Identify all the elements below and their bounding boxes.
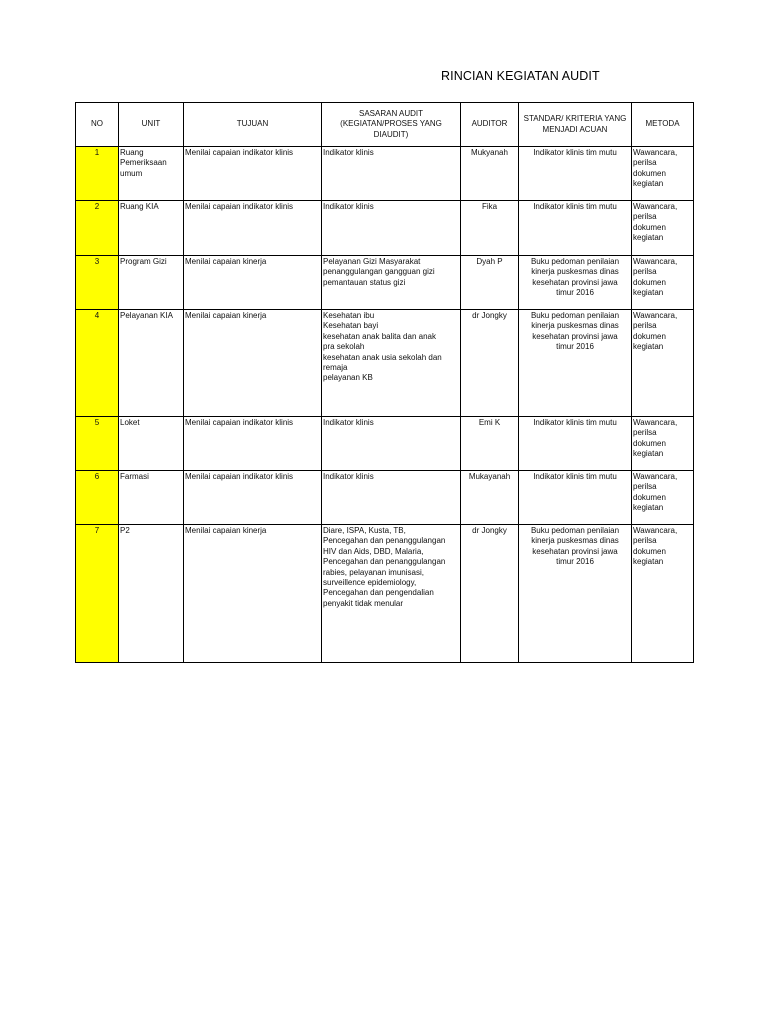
standar-line: kinerja puskesmas dinas xyxy=(531,267,619,277)
metoda-line: kegiatan xyxy=(633,233,664,243)
header-unit: UNIT xyxy=(119,103,184,147)
unit-line: Ruang xyxy=(120,148,144,157)
row-number-cell: 6 xyxy=(76,471,119,525)
header-sasaran xyxy=(322,103,461,147)
metoda-line: kegiatan xyxy=(633,179,664,189)
sasaran-line: kesehatan anak usia sekolah dan xyxy=(323,352,442,362)
table-row xyxy=(76,147,694,201)
metoda-line: perilsa xyxy=(633,536,657,546)
metoda-cell xyxy=(632,201,694,256)
metoda-line: dokumen xyxy=(633,331,666,341)
sasaran-cell xyxy=(322,525,461,663)
header-sasaran-line: DIAUDIT) xyxy=(373,129,409,139)
sasaran-cell xyxy=(322,201,461,256)
standar-line: kesehatan provinsi jawa xyxy=(532,331,618,341)
metoda-cell xyxy=(632,471,694,525)
standar-line: Buku pedoman penilaian xyxy=(530,526,620,535)
metoda-line: kegiatan xyxy=(633,342,664,352)
metoda-line: Wawancara, xyxy=(633,526,678,535)
metoda-line: perilsa xyxy=(633,158,657,168)
standar-line: kinerja puskesmas dinas xyxy=(531,321,619,331)
metoda-line: dokumen xyxy=(633,438,666,448)
sasaran-line: pelayanan KB xyxy=(323,373,373,383)
metoda-line: perilsa xyxy=(633,428,657,438)
metoda-line: Wawancara, xyxy=(633,257,678,266)
unit-line: Program Gizi xyxy=(120,257,167,266)
sasaran-cell xyxy=(322,471,461,525)
auditor-cell: Dyah P xyxy=(461,256,519,310)
metoda-cell xyxy=(632,256,694,310)
header-no: NO xyxy=(76,103,119,147)
sasaran-line: Diare, ISPA, Kusta, TB, xyxy=(323,526,406,535)
metoda-line: perilsa xyxy=(633,482,657,492)
header-sasaran-line: (KEGIATAN/PROSES YANG xyxy=(340,119,442,129)
unit-line: umum xyxy=(120,168,143,178)
unit-line: P2 xyxy=(120,526,130,535)
tujuan-cell: Menilai capaian indikator klinis xyxy=(184,147,322,201)
sasaran-line: penanggulangan gangguan gizi xyxy=(323,267,435,277)
table-row xyxy=(76,417,694,471)
metoda-line: kegiatan xyxy=(633,557,664,567)
tujuan-cell: Menilai capaian indikator klinis xyxy=(184,417,322,471)
standar-cell xyxy=(519,310,632,417)
table-row xyxy=(76,471,694,525)
sasaran-line: Indikator klinis xyxy=(323,472,374,481)
unit-cell xyxy=(119,147,184,201)
standar-cell xyxy=(519,525,632,663)
header-auditor: AUDITOR xyxy=(461,103,519,147)
unit-line: Ruang KIA xyxy=(120,202,159,211)
header-tujuan: TUJUAN xyxy=(184,103,322,147)
unit-cell xyxy=(119,256,184,310)
tujuan-cell: Menilai capaian indikator klinis xyxy=(184,471,322,525)
metoda-line: dokumen xyxy=(633,277,666,287)
metoda-line: perilsa xyxy=(633,321,657,331)
sasaran-line: penyakit tidak menular xyxy=(323,598,404,608)
metoda-line: dokumen xyxy=(633,546,666,556)
standar-cell xyxy=(519,417,632,471)
auditor-cell: dr Jongky xyxy=(461,310,519,417)
unit-cell xyxy=(119,471,184,525)
sasaran-line: Indikator klinis xyxy=(323,148,374,157)
metoda-line: Wawancara, xyxy=(633,472,678,481)
standar-line: Indikator klinis tim mutu xyxy=(533,148,617,157)
metoda-line: dokumen xyxy=(633,168,666,178)
unit-cell xyxy=(119,525,184,663)
header-row xyxy=(76,103,694,147)
metoda-line: Wawancara, xyxy=(633,311,678,320)
standar-cell xyxy=(519,256,632,310)
auditor-cell: Mukayanah xyxy=(461,471,519,525)
sasaran-line: surveillence epidemiology, xyxy=(323,578,417,588)
standar-line: timur 2016 xyxy=(556,342,594,352)
sasaran-line: Indikator klinis xyxy=(323,418,374,427)
row-number-cell: 3 xyxy=(76,256,119,310)
sasaran-line: Pencegahan dan penanggulangan xyxy=(323,536,446,546)
document-title: RINCIAN KEGIATAN AUDIT xyxy=(441,69,600,83)
unit-line: Pemeriksaan xyxy=(120,158,167,168)
sasaran-line: HIV dan Aids, DBD, Malaria, xyxy=(323,546,424,556)
metoda-line: kegiatan xyxy=(633,449,664,459)
row-number-cell: 5 xyxy=(76,417,119,471)
metoda-cell xyxy=(632,147,694,201)
tujuan-cell: Menilai capaian indikator klinis xyxy=(184,201,322,256)
standar-cell xyxy=(519,201,632,256)
row-number-cell: 1 xyxy=(76,147,119,201)
sasaran-line: kesehatan anak balita dan anak xyxy=(323,331,436,341)
unit-cell xyxy=(119,310,184,417)
sasaran-line: pra sekolah xyxy=(323,342,365,352)
metoda-line: perilsa xyxy=(633,267,657,277)
unit-line: Pelayanan KIA xyxy=(120,311,173,320)
sasaran-line: Kesehatan ibu xyxy=(323,311,375,320)
unit-cell xyxy=(119,417,184,471)
header-standar-line: STANDAR/ KRITERIA YANG xyxy=(523,114,627,124)
unit-line: Farmasi xyxy=(120,472,149,481)
table-row xyxy=(76,525,694,663)
standar-line: kesehatan provinsi jawa xyxy=(532,546,618,556)
header-metoda: METODA xyxy=(632,103,694,147)
auditor-cell: dr Jongky xyxy=(461,525,519,663)
table-row xyxy=(76,201,694,256)
sasaran-cell xyxy=(322,310,461,417)
standar-line: kinerja puskesmas dinas xyxy=(531,536,619,546)
header-standar xyxy=(519,103,632,147)
sasaran-line: Pelayanan Gizi Masyarakat xyxy=(323,257,421,266)
row-number-cell: 2 xyxy=(76,201,119,256)
tujuan-cell: Menilai capaian kinerja xyxy=(184,256,322,310)
row-number-cell: 7 xyxy=(76,525,119,663)
standar-line: Indikator klinis tim mutu xyxy=(533,472,617,481)
standar-line: Buku pedoman penilaian xyxy=(530,311,620,320)
auditor-cell: Emi K xyxy=(461,417,519,471)
sasaran-line: Pencegahan dan pengendalian xyxy=(323,588,434,598)
metoda-cell xyxy=(632,525,694,663)
unit-cell xyxy=(119,201,184,256)
table-row xyxy=(76,256,694,310)
auditor-cell: Mukyanah xyxy=(461,147,519,201)
metoda-line: Wawancara, xyxy=(633,418,678,427)
sasaran-line: pemantauan status gizi xyxy=(323,277,406,287)
tujuan-cell: Menilai capaian kinerja xyxy=(184,310,322,417)
standar-line: Indikator klinis tim mutu xyxy=(533,418,617,427)
row-number-cell: 4 xyxy=(76,310,119,417)
metoda-cell xyxy=(632,417,694,471)
metoda-line: dokumen xyxy=(633,492,666,502)
standar-line: timur 2016 xyxy=(556,557,594,567)
sasaran-cell xyxy=(322,256,461,310)
sasaran-line: Indikator klinis xyxy=(323,202,374,211)
metoda-line: kegiatan xyxy=(633,503,664,513)
metoda-line: Wawancara, xyxy=(633,148,678,157)
sasaran-line: Kesehatan bayi xyxy=(323,321,379,331)
audit-table-body xyxy=(76,147,694,663)
metoda-cell xyxy=(632,310,694,417)
standar-cell xyxy=(519,471,632,525)
metoda-line: dokumen xyxy=(633,222,666,232)
auditor-cell: Fika xyxy=(461,201,519,256)
standar-line: kesehatan provinsi jawa xyxy=(532,277,618,287)
standar-cell xyxy=(519,147,632,201)
sasaran-line: rabies, pelayanan imunisasi, xyxy=(323,567,424,577)
sasaran-line: remaja xyxy=(323,363,348,373)
metoda-line: kegiatan xyxy=(633,288,664,298)
metoda-line: perilsa xyxy=(633,212,657,222)
table-row xyxy=(76,310,694,417)
sasaran-cell xyxy=(322,417,461,471)
sasaran-cell xyxy=(322,147,461,201)
audit-table xyxy=(75,102,694,663)
metoda-line: Wawancara, xyxy=(633,202,678,211)
standar-line: timur 2016 xyxy=(556,288,594,298)
standar-line: Buku pedoman penilaian xyxy=(530,257,620,266)
header-standar-line: MENJADI ACUAN xyxy=(542,124,608,134)
sasaran-line: Pencegahan dan penanggulangan xyxy=(323,557,446,567)
header-sasaran-line: SASARAN AUDIT xyxy=(358,108,423,118)
tujuan-cell: Menilai capaian kinerja xyxy=(184,525,322,663)
standar-line: Indikator klinis tim mutu xyxy=(533,202,617,211)
unit-line: Loket xyxy=(120,418,140,427)
